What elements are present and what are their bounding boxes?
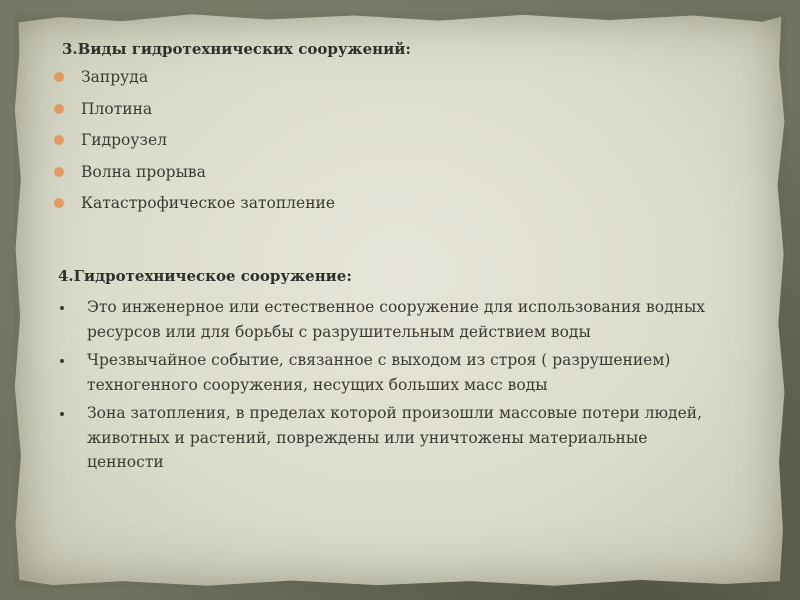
section2-heading: 4.Гидротехническое сооружение: (58, 267, 352, 285)
list-item-text: Запруда (81, 68, 149, 86)
list-item (54, 129, 335, 161)
list-item (54, 98, 335, 130)
bullet-dot-icon (54, 104, 64, 114)
list-item-text: Гидроузел (81, 131, 167, 149)
list-item (54, 66, 335, 98)
bullet-dot-icon (54, 167, 64, 177)
bullet-dot-icon (60, 359, 64, 363)
section1-list (54, 66, 335, 224)
list-item-text: Это инженерное или естественное сооружение для использования водных ресурсов или для борьбы с разрушительным действием воды (87, 298, 706, 341)
section2-list (58, 295, 718, 479)
list-item (54, 161, 335, 193)
list-item-text: Катастрофическое затопление (81, 194, 336, 212)
list-item (58, 401, 718, 475)
list-item-text: Чрезвычайное событие, связанное с выходом из строя ( разрушением) техногенного сооружения, несущих больших масс воды (87, 351, 671, 394)
bullet-dot-icon (54, 72, 64, 82)
list-item (58, 295, 718, 344)
bullet-dot-icon (60, 412, 64, 416)
list-item (58, 348, 718, 397)
list-item-text: Волна прорыва (81, 162, 206, 181)
bullet-dot-icon (54, 135, 64, 145)
list-item-text: Плотина (81, 99, 153, 118)
bullet-dot-icon (54, 198, 64, 208)
section1-heading: 3.Виды гидротехнических сооружений: (62, 40, 411, 58)
list-item (54, 192, 335, 224)
list-item-text: Зона затопления, в пределах которой произошли массовые потери людей, животных и растений, повреждены или уничтожены материальные ценности (87, 404, 702, 471)
bullet-dot-icon (60, 306, 64, 310)
